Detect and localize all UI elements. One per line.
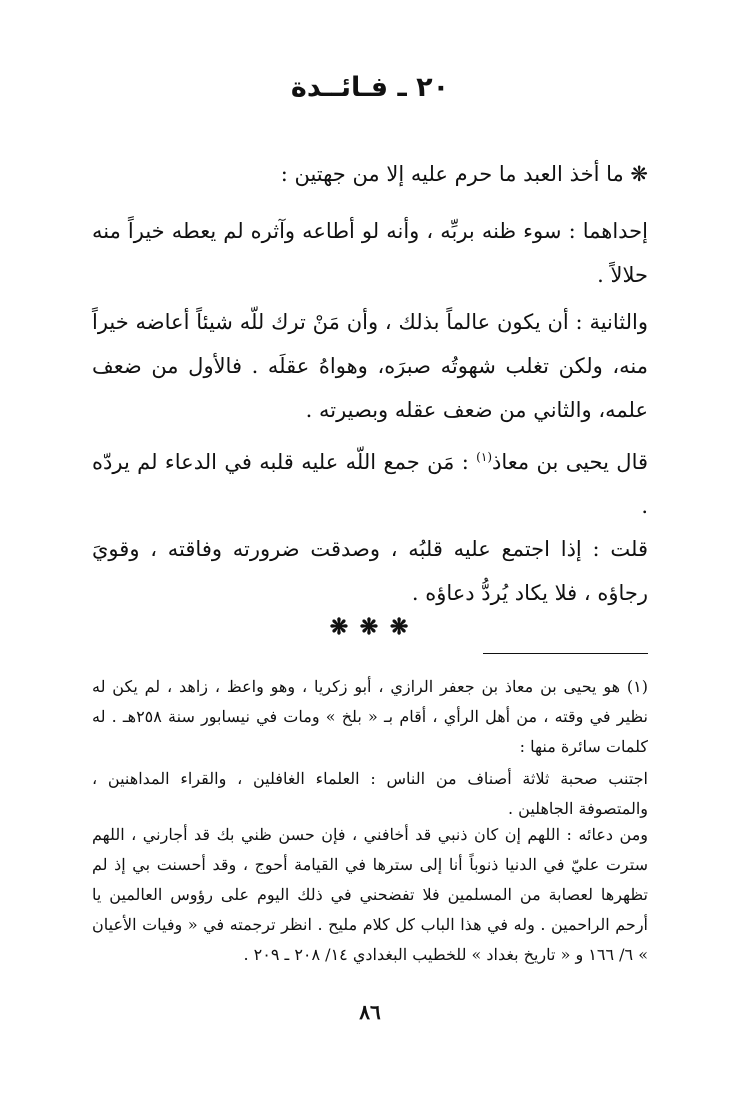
paragraph-first-reason: إحداهما : سوء ظنه بربِّه ، وأنه لو أطاعه وآثره لم يعطه خيراً منه حلالاً . [92, 219, 648, 287]
quote-attribution: قال يحيى بن معاذ [492, 450, 649, 474]
section-separator: ❋ ❋ ❋ [329, 614, 411, 640]
footnote-supplication: ومن دعائه : اللهم إن كان ذنبي قد أخافني ، فإن حسن ظني بك قد أجارني ، اللهم سترت عليّ في الدنيا ذنوباً أنا إلى سترها في القيامة أحوج ، وقد أحسنت بي إذ لم تظهرها لعصابة من المسلمين فلا تفضحني في ذلك اليوم على رؤوس العالمين يا أرحم الراحمين . وله في هذا الباب كل كلام مليح . انظر ترجمته في « وفيات الأعيان » ٦/ ١٦٦ و « تاريخ بغداد » للخطيب البغدادي ١٤/ ٢٠٨ ـ ٢٠٩ . [92, 825, 648, 964]
footnote-biography: (١) هو يحيى بن معاذ بن جعفر الرازي ، أبو زكريا ، وهو واعظ ، زاهد ، لم يكن له نظير في وقته ، من أهل الرأي ، أقام بـ « بلخ » ومات في نيسابور سنة ٢٥٨هـ . له كلمات سائرة منها : [92, 677, 648, 756]
page-number: ٨٦ [359, 1000, 381, 1024]
paragraph-commentary: قلت : إذا اجتمع عليه قلبُه ، وصدقت ضرورته وفاقته ، وقويَ رجاؤه ، فلا يكاد يُردُّ دعاؤه . [92, 537, 648, 605]
footnote-divider [483, 653, 648, 654]
paragraph-intro: ❋ ما أخذ العبد ما حرم عليه إلا من جهتين : [280, 162, 648, 186]
quote-text: : مَن جمع اللّه عليه قلبه في الدعاء لم يردّه . [92, 450, 648, 518]
page-title: ٢٠ ـ فـائــدة [290, 72, 450, 103]
footnote-marker: (١) [476, 450, 492, 464]
paragraph-quote [92, 435, 648, 528]
paragraph-second-reason: والثانية : أن يكون عالماً بذلك ، وأن مَنْ ترك للّه شيئاً أعاضه خيراً منه، ولكن تغلب شهوتُه صبرَه، وهواهُ عقلَه . فالأول من ضعف علمه، والثاني من ضعف عقله وبصيرته . [92, 310, 648, 422]
footnote-saying: اجتنب صحبة ثلاثة أصناف من الناس : العلماء الغافلين ، والقراء المداهنين ، والمتصوفة الجاهلين . [92, 769, 648, 818]
